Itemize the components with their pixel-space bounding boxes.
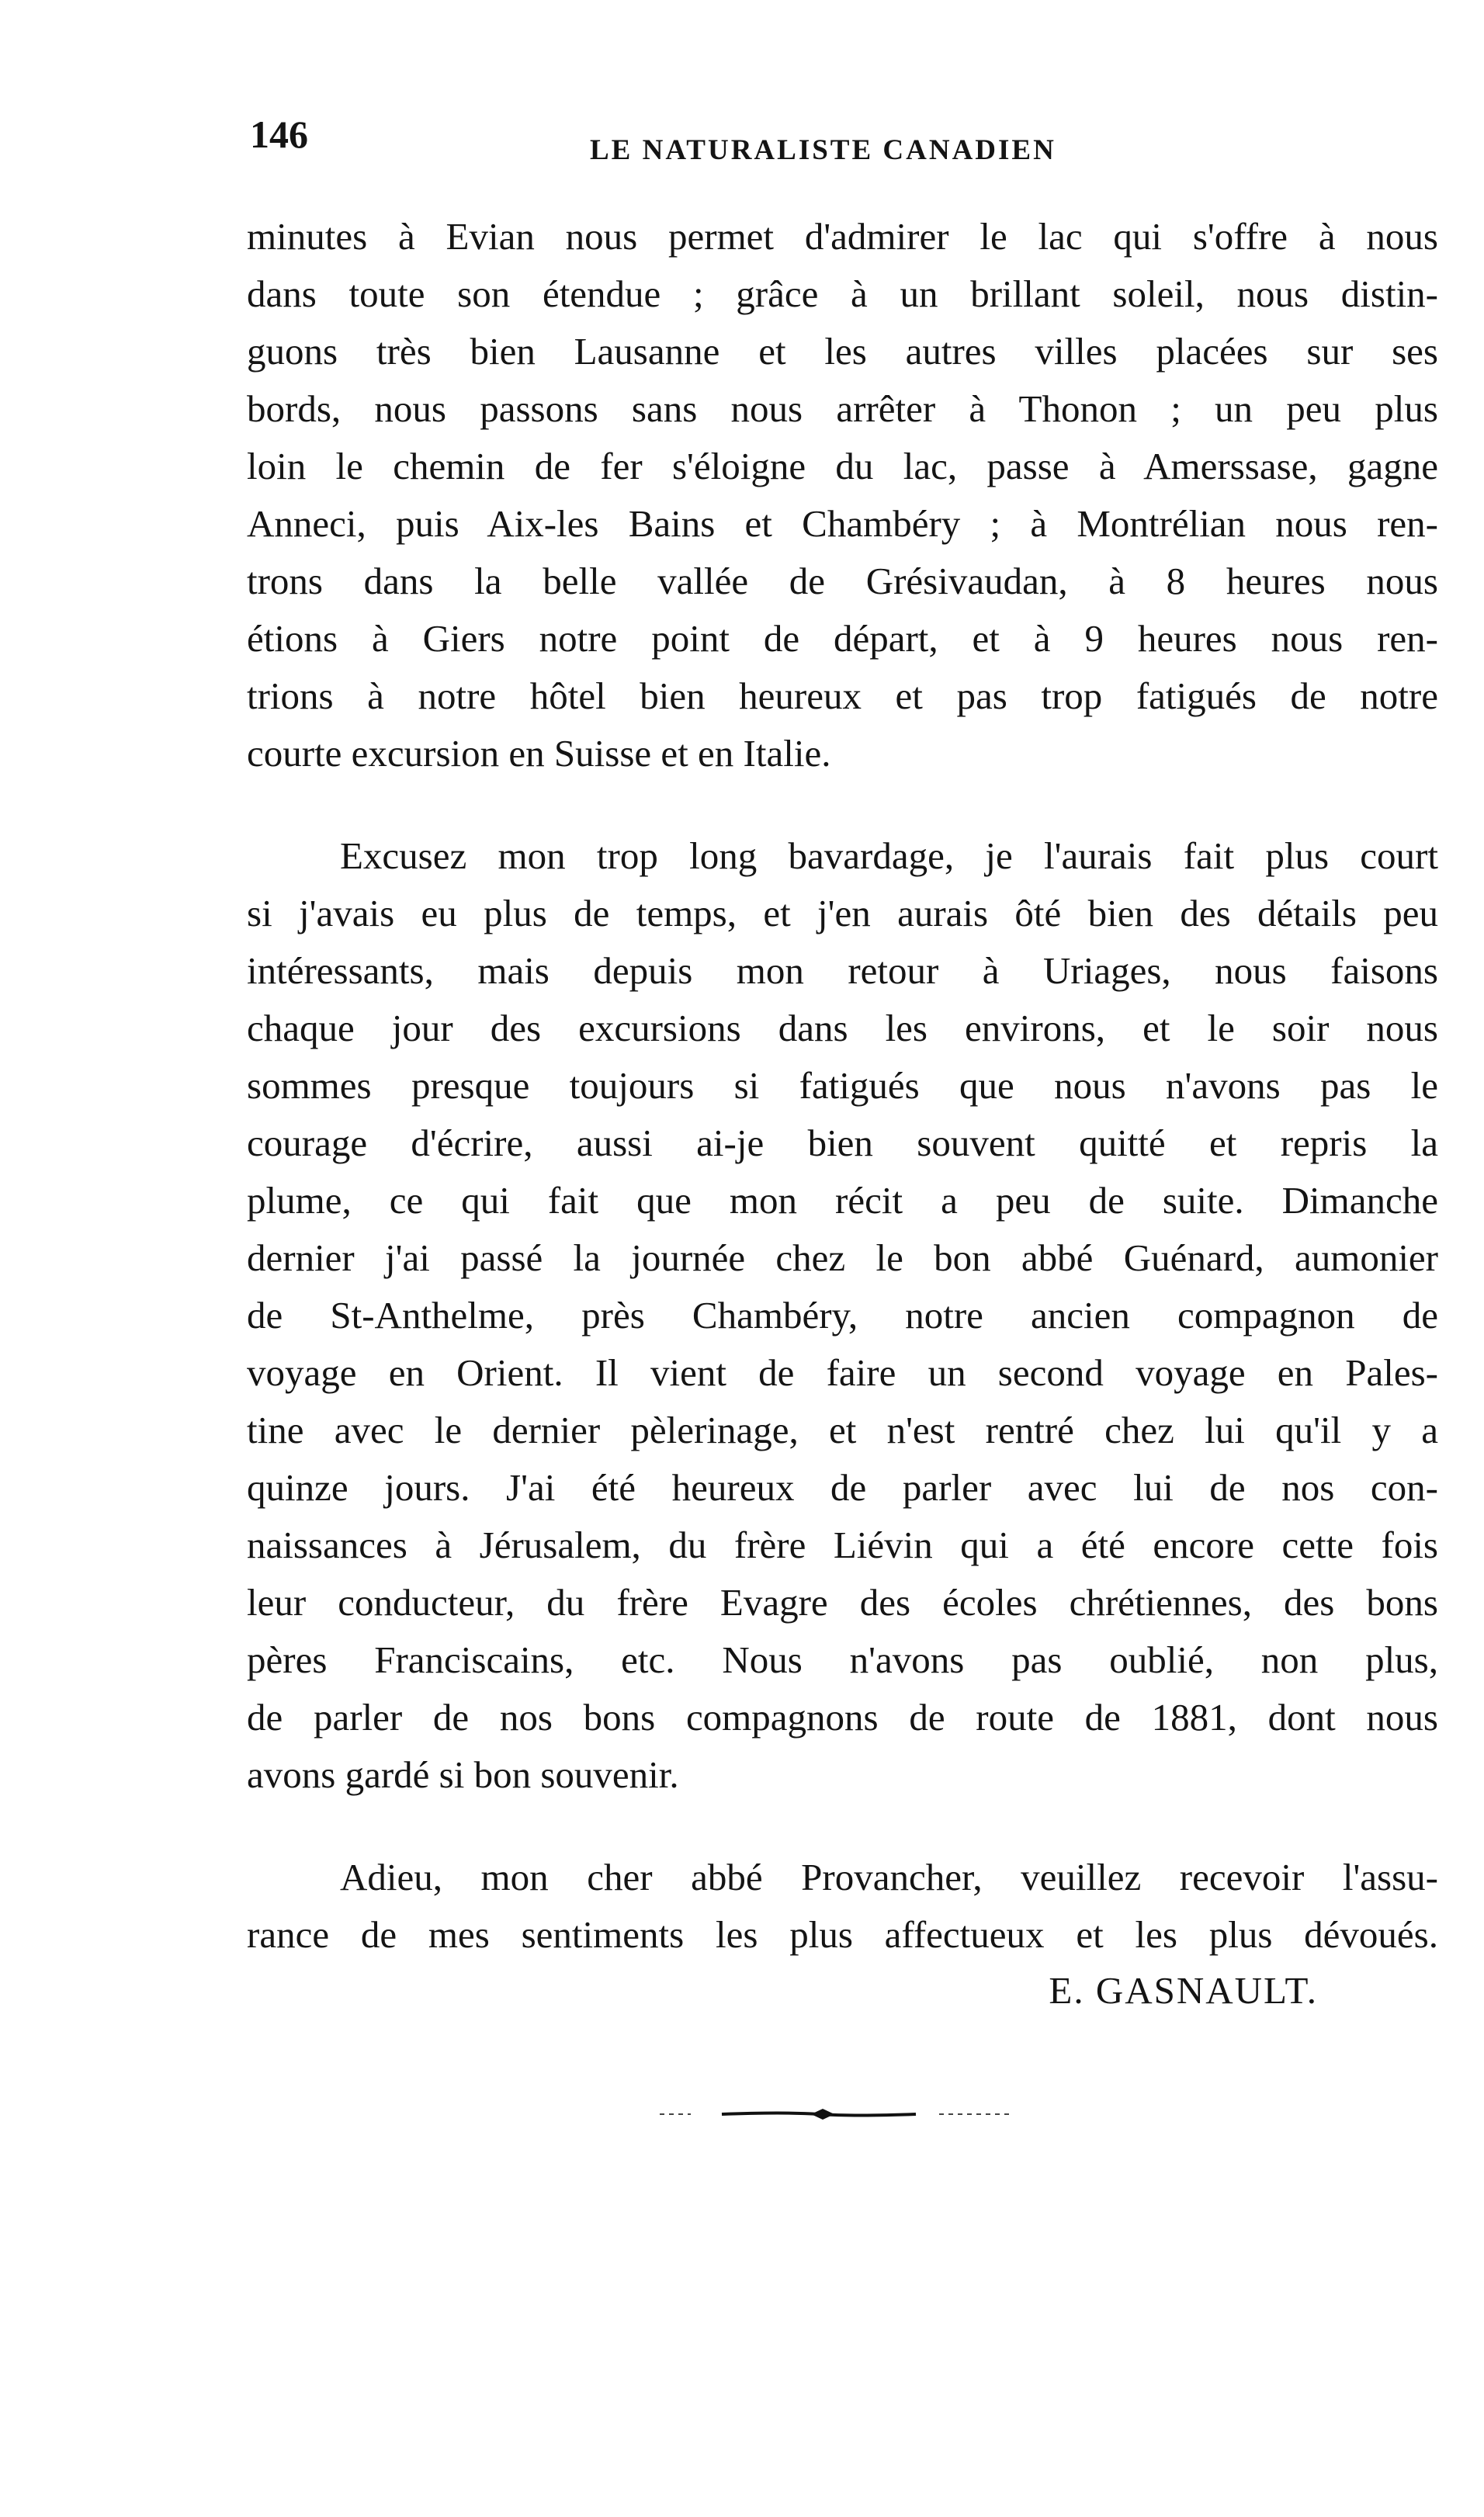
text-line: de parler de nos bons compagnons de route de 1881, dont nous	[247, 1696, 1438, 1739]
text-line: naissances à Jérusalem, du frère Liévin qui a été encore cette fois	[247, 1524, 1438, 1566]
text-line: tine avec le dernier pèlerinage, et n'est rentré chez lui qu'il y a	[247, 1409, 1438, 1451]
text-line: courage d'écrire, aussi ai-je bien souvent quitté et repris la	[247, 1122, 1438, 1164]
text-line: minutes à Evian nous permet d'admirer le lac qui s'offre à nous	[247, 215, 1438, 258]
paragraph-1	[247, 208, 1438, 782]
paragraph-gap	[247, 782, 1438, 827]
text-line: loin le chemin de fer s'éloigne du lac, passe à Amerssase, gagne	[247, 445, 1438, 487]
text-line: de St-Anthelme, près Chambéry, notre ancien compagnon de	[247, 1294, 1438, 1337]
text-line: pères Franciscains, etc. Nous n'avons pas oublié, non plus,	[247, 1638, 1438, 1681]
text-line: intéressants, mais depuis mon retour à Uriages, nous faisons	[247, 949, 1438, 992]
text-line: trions à notre hôtel bien heureux et pas trop fatigués de notre	[247, 674, 1438, 717]
text-line: rance de mes sentiments les plus affectueux et les plus dévoués.	[247, 1913, 1438, 1956]
text-line: Anneci, puis Aix-les Bains et Chambéry ; à Montrélian nous ren-	[247, 502, 1438, 545]
body-text	[247, 208, 1438, 1964]
signature: E. GASNAULT.	[1049, 1969, 1318, 2012]
paragraph-gap	[247, 1804, 1438, 1849]
text-line: trons dans la belle vallée de Grésivaudan, à 8 heures nous	[247, 560, 1438, 602]
text-line: plume, ce qui fait que mon récit a peu de suite. Dimanche	[247, 1179, 1438, 1222]
text-line: courte excursion en Suisse et en Italie.	[247, 732, 831, 775]
paragraph-2	[247, 827, 1438, 1804]
page-number: 146	[250, 113, 308, 156]
text-line: étions à Giers notre point de départ, et à 9 heures nous ren-	[247, 617, 1438, 660]
text-line: voyage en Orient. Il vient de faire un second voyage en Pales-	[247, 1351, 1438, 1394]
text-line: leur conducteur, du frère Evagre des écoles chrétiennes, des bons	[247, 1581, 1438, 1624]
running-head: LE NATURALISTE CANADIEN	[590, 134, 1056, 166]
text-line: avons gardé si bon souvenir.	[247, 1753, 679, 1796]
text-line: Excusez mon trop long bavardage, je l'aurais fait plus court	[340, 834, 1438, 877]
text-line: sommes presque toujours si fatigués que nous n'avons pas le	[247, 1064, 1438, 1107]
text-line: bords, nous passons sans nous arrêter à Thonon ; un peu plus	[247, 387, 1438, 430]
text-line: si j'avais eu plus de temps, et j'en aurais ôté bien des détails peu	[247, 892, 1438, 934]
text-line: dans toute son étendue ; grâce à un brillant soleil, nous distin-	[247, 272, 1438, 315]
closing-ornament-rule	[660, 2105, 1009, 2124]
text-line: quinze jours. J'ai été heureux de parler avec lui de nos con-	[247, 1466, 1438, 1509]
text-line: chaque jour des excursions dans les environs, et le soir nous	[247, 1007, 1438, 1049]
text-line: Adieu, mon cher abbé Provancher, veuillez recevoir l'assu-	[340, 1856, 1438, 1898]
paragraph-3	[247, 1849, 1438, 1964]
text-line: dernier j'ai passé la journée chez le bon abbé Guénard, aumonier	[247, 1236, 1438, 1279]
text-line: guons très bien Lausanne et les autres villes placées sur ses	[247, 330, 1438, 373]
